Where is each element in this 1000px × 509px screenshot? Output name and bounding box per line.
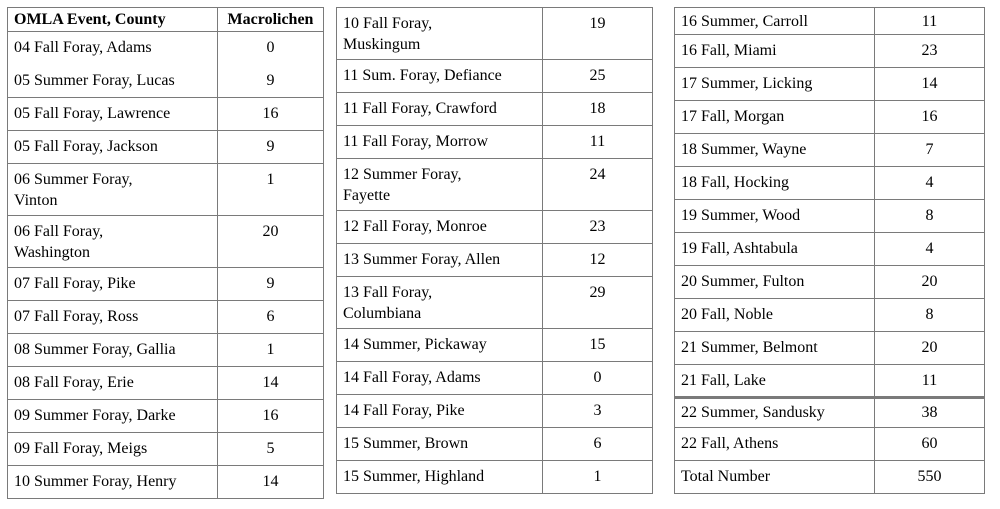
- event-cell: 09 Summer Foray, Darke: [8, 400, 218, 433]
- count-cell: 16: [875, 101, 985, 134]
- table-row: [675, 101, 985, 134]
- count-cell: 11: [875, 365, 985, 398]
- table-row: [337, 244, 653, 277]
- event-cell: 08 Summer Foray, Gallia: [8, 334, 218, 367]
- event-cell: 09 Fall Foray, Meigs: [8, 433, 218, 466]
- table-row: [8, 400, 324, 433]
- event-cell: 11 Fall Foray, Morrow: [337, 126, 543, 159]
- table-row: [675, 35, 985, 68]
- table-row: [337, 8, 653, 60]
- count-cell: 1: [218, 334, 324, 367]
- event-cell: 19 Fall, Ashtabula: [675, 233, 875, 266]
- count-cell: 8: [875, 200, 985, 233]
- event-table-2: [336, 7, 653, 494]
- event-cell: 16 Fall, Miami: [675, 35, 875, 68]
- event-cell: 07 Fall Foray, Ross: [8, 301, 218, 334]
- table-row: [8, 433, 324, 466]
- header-event-county: OMLA Event, County: [8, 8, 218, 32]
- event-cell: 11 Fall Foray, Crawford: [337, 93, 543, 126]
- event-cell: 07 Fall Foray, Pike: [8, 268, 218, 301]
- table-row: [8, 216, 324, 268]
- table-row: [8, 367, 324, 400]
- event-cell: 13 Fall Foray, Columbiana: [337, 277, 543, 329]
- table-row: [337, 159, 653, 211]
- table-row: [8, 334, 324, 367]
- count-cell: 0: [543, 362, 653, 395]
- table-row: [337, 461, 653, 494]
- count-cell: 25: [543, 60, 653, 93]
- table-row: [8, 32, 324, 65]
- count-cell: 9: [218, 65, 324, 98]
- count-cell: 12: [543, 244, 653, 277]
- event-cell: 18 Fall, Hocking: [675, 167, 875, 200]
- table-row: [8, 164, 324, 216]
- table-row: [675, 332, 985, 365]
- count-cell: 20: [875, 332, 985, 365]
- event-cell: 08 Fall Foray, Erie: [8, 367, 218, 400]
- event-cell: 13 Summer Foray, Allen: [337, 244, 543, 277]
- event-cell: 17 Summer, Licking: [675, 68, 875, 101]
- table-row: [675, 365, 985, 398]
- table-row: [8, 65, 324, 98]
- count-cell: 5: [218, 433, 324, 466]
- count-cell: 7: [875, 134, 985, 167]
- event-cell: 14 Summer, Pickaway: [337, 329, 543, 362]
- count-cell: 11: [543, 126, 653, 159]
- count-cell: 1: [543, 461, 653, 494]
- event-cell: 21 Summer, Belmont: [675, 332, 875, 365]
- table-row: [675, 8, 985, 35]
- event-table-1: [7, 7, 324, 499]
- count-cell: 23: [875, 35, 985, 68]
- event-cell: 16 Summer, Carroll: [675, 8, 875, 35]
- table-row: [675, 233, 985, 266]
- table-row: [337, 362, 653, 395]
- event-cell: 20 Fall, Noble: [675, 299, 875, 332]
- count-cell: 18: [543, 93, 653, 126]
- count-cell: 24: [543, 159, 653, 211]
- table-row: [337, 277, 653, 329]
- count-cell: 8: [875, 299, 985, 332]
- count-cell: 23: [543, 211, 653, 244]
- event-cell: 17 Fall, Morgan: [675, 101, 875, 134]
- table-header-row: [8, 8, 324, 32]
- event-cell: 19 Summer, Wood: [675, 200, 875, 233]
- event-cell: 15 Summer, Brown: [337, 428, 543, 461]
- count-cell: 16: [218, 400, 324, 433]
- event-cell: 22 Summer, Sandusky: [675, 398, 875, 428]
- count-cell: 29: [543, 277, 653, 329]
- count-cell: 20: [218, 216, 324, 268]
- count-cell: 38: [875, 398, 985, 428]
- event-cell: 14 Fall Foray, Pike: [337, 395, 543, 428]
- table-row: [337, 329, 653, 362]
- table-row: [337, 211, 653, 244]
- count-cell: 11: [875, 8, 985, 35]
- count-cell: 1: [218, 164, 324, 216]
- count-cell: 9: [218, 268, 324, 301]
- count-cell: 60: [875, 428, 985, 461]
- table-row: [337, 395, 653, 428]
- count-cell: 15: [543, 329, 653, 362]
- count-cell: 4: [875, 167, 985, 200]
- count-cell: 0: [218, 32, 324, 65]
- total-value: 550: [875, 461, 985, 494]
- event-cell: 22 Fall, Athens: [675, 428, 875, 461]
- count-cell: 9: [218, 131, 324, 164]
- total-label: Total Number: [675, 461, 875, 494]
- event-cell: 20 Summer, Fulton: [675, 266, 875, 299]
- count-cell: 4: [875, 233, 985, 266]
- count-cell: 19: [543, 8, 653, 60]
- table-row: [8, 131, 324, 164]
- table-row: [8, 268, 324, 301]
- event-cell: 15 Summer, Highland: [337, 461, 543, 494]
- table-row: [675, 428, 985, 461]
- table-row: [8, 466, 324, 499]
- event-cell: 06 Fall Foray, Washington: [8, 216, 218, 268]
- count-cell: 6: [218, 301, 324, 334]
- event-cell: 18 Summer, Wayne: [675, 134, 875, 167]
- table-row: [675, 299, 985, 332]
- count-cell: 20: [875, 266, 985, 299]
- table-row: [675, 167, 985, 200]
- count-cell: 14: [218, 367, 324, 400]
- count-cell: 6: [543, 428, 653, 461]
- event-table-3: [674, 7, 985, 494]
- table-row: [675, 68, 985, 101]
- event-cell: 12 Summer Foray, Fayette: [337, 159, 543, 211]
- table-row: [337, 126, 653, 159]
- event-cell: 14 Fall Foray, Adams: [337, 362, 543, 395]
- event-cell: 05 Fall Foray, Jackson: [8, 131, 218, 164]
- table-row: [337, 428, 653, 461]
- table-row: [675, 398, 985, 428]
- count-cell: 3: [543, 395, 653, 428]
- table-row: [675, 200, 985, 233]
- event-cell: 12 Fall Foray, Monroe: [337, 211, 543, 244]
- table-row: [337, 93, 653, 126]
- table-row: [675, 266, 985, 299]
- table-row: [337, 60, 653, 93]
- event-cell: 10 Fall Foray, Muskingum: [337, 8, 543, 60]
- total-row: [675, 461, 985, 494]
- event-cell: 11 Sum. Foray, Defiance: [337, 60, 543, 93]
- header-macrolichen: Macrolichen: [218, 8, 324, 32]
- table-row: [8, 301, 324, 334]
- table-row: [675, 134, 985, 167]
- table-row: [8, 98, 324, 131]
- count-cell: 16: [218, 98, 324, 131]
- event-cell: 10 Summer Foray, Henry: [8, 466, 218, 499]
- event-cell: 21 Fall, Lake: [675, 365, 875, 398]
- event-cell: 06 Summer Foray, Vinton: [8, 164, 218, 216]
- event-cell: 05 Summer Foray, Lucas: [8, 65, 218, 98]
- count-cell: 14: [218, 466, 324, 499]
- event-cell: 04 Fall Foray, Adams: [8, 32, 218, 65]
- event-cell: 05 Fall Foray, Lawrence: [8, 98, 218, 131]
- count-cell: 14: [875, 68, 985, 101]
